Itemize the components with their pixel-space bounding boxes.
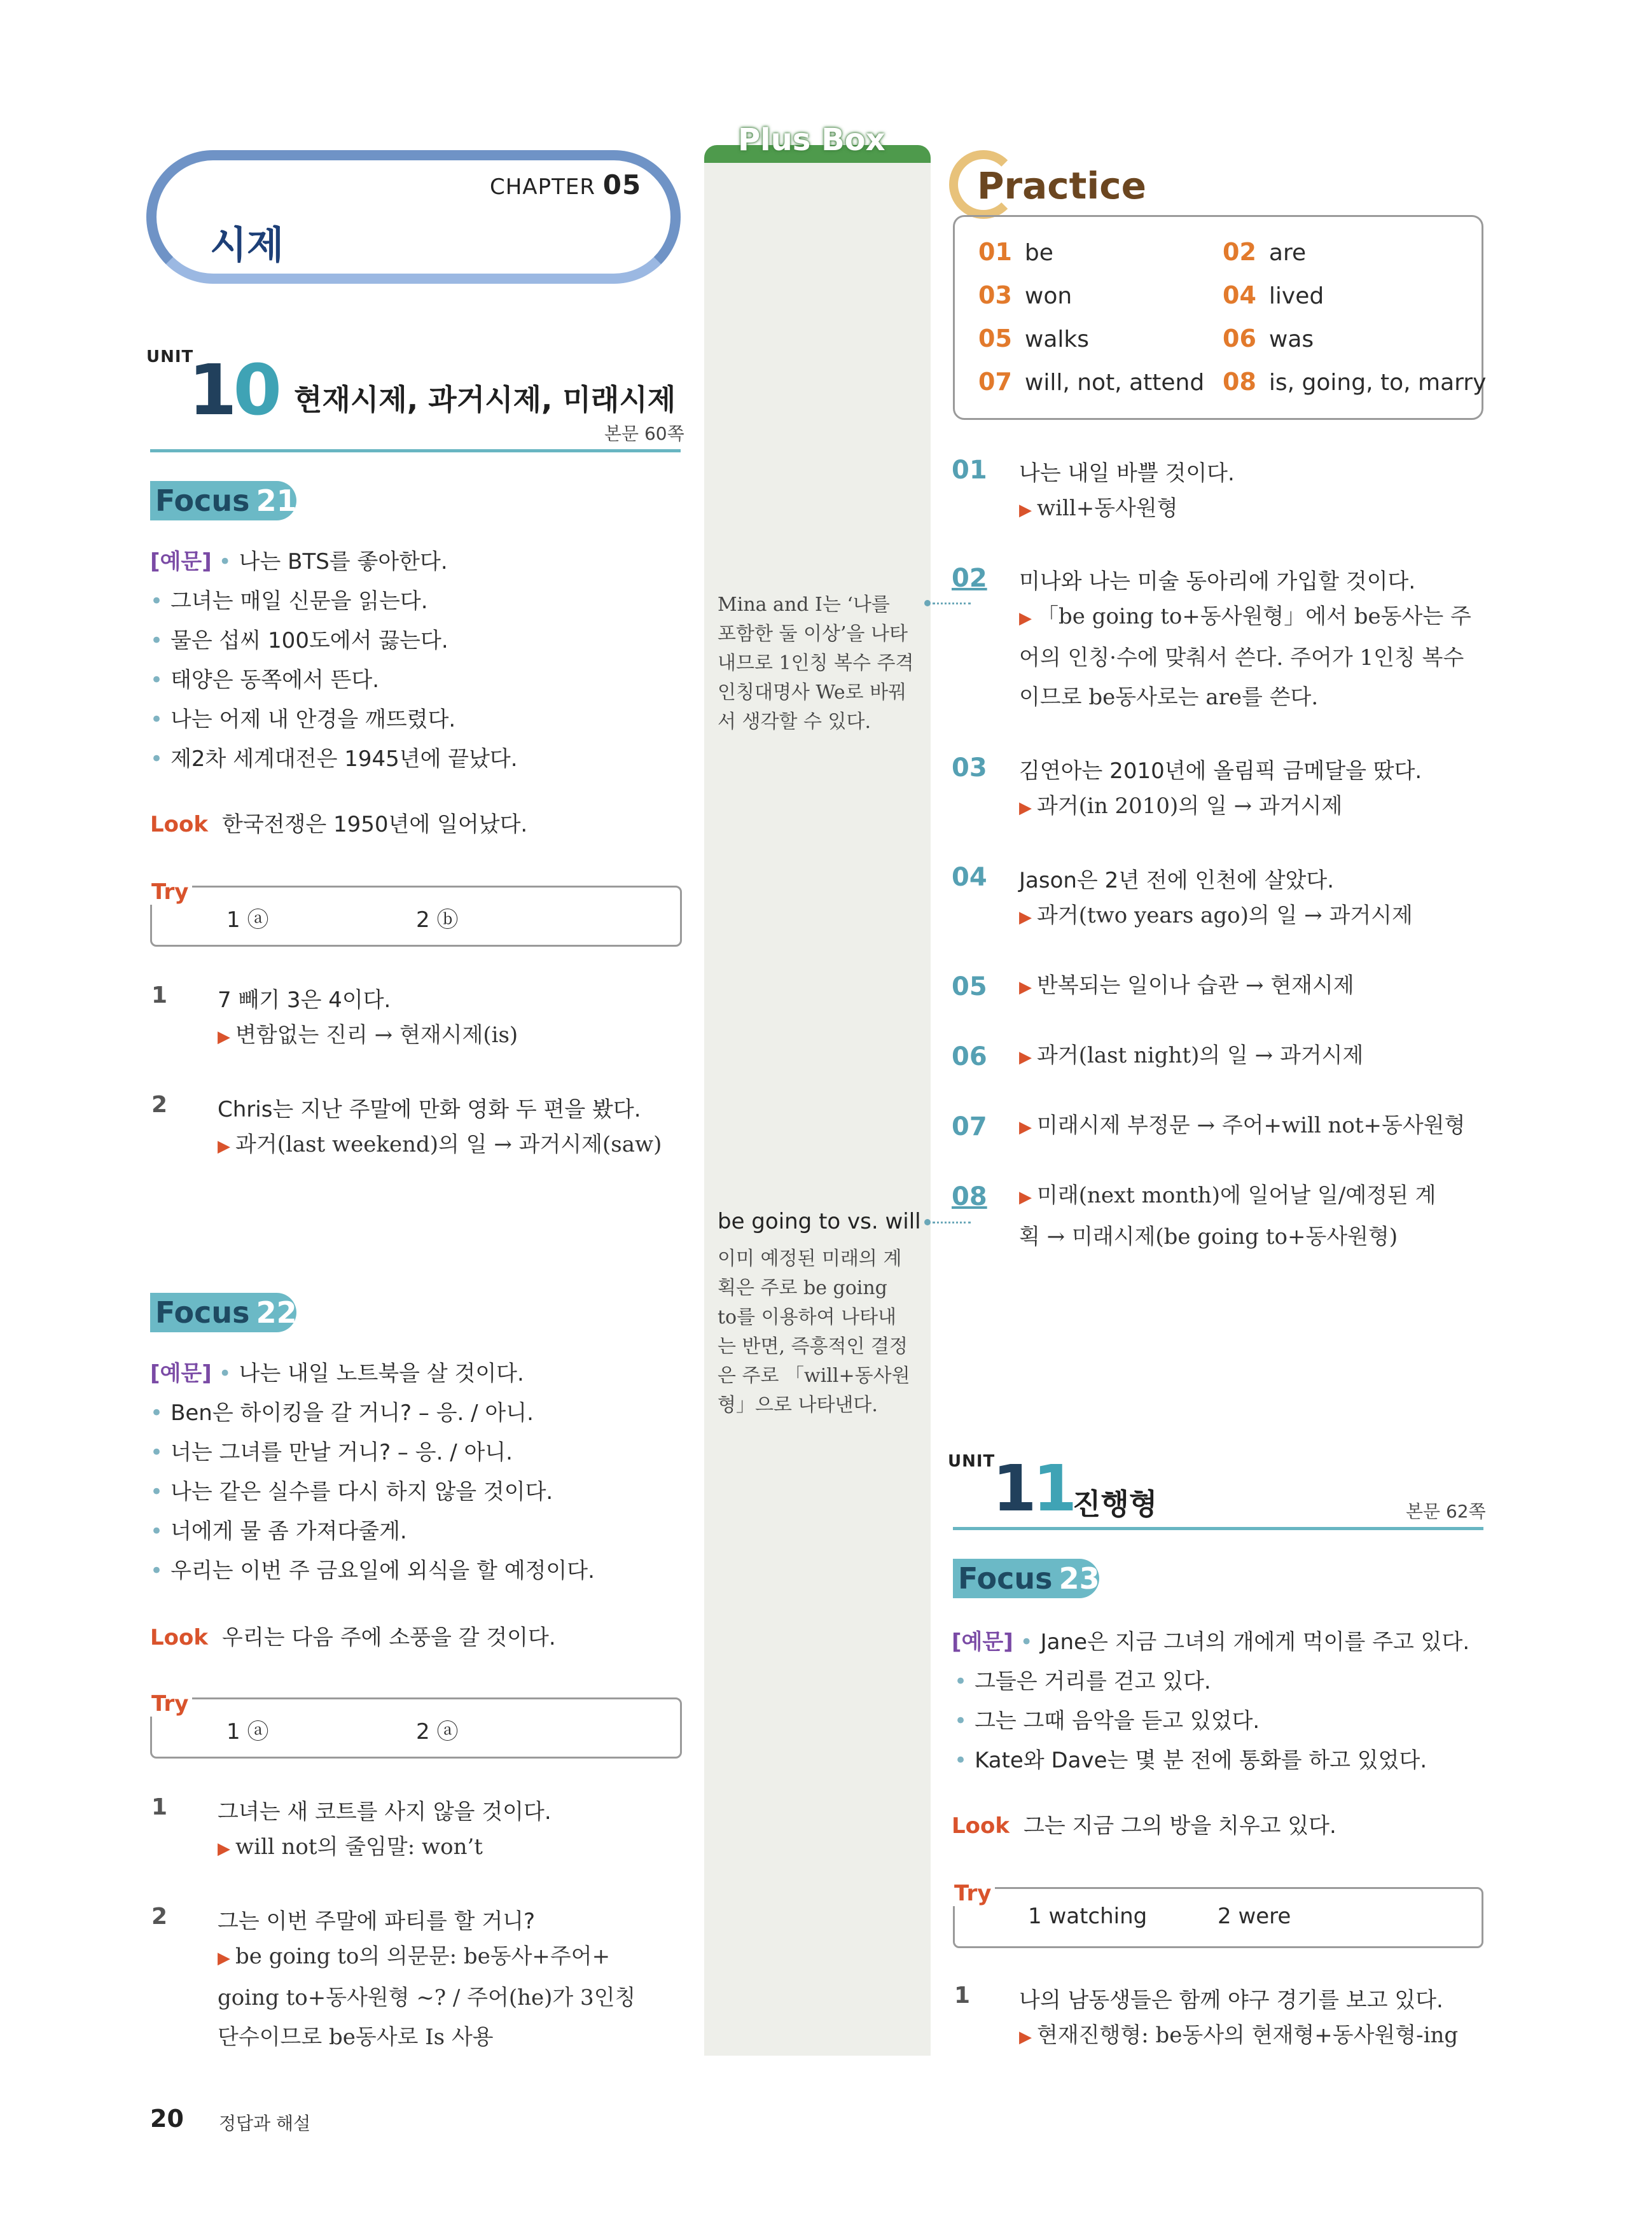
practice-answer: 01 be [978,238,1053,266]
answer-text: Chris는 지난 주말에 만화 영화 두 편을 봤다. [218,1097,641,1122]
unit-page-ref: 본문 62쪽 [1406,1501,1486,1522]
unit-number: 11 [992,1451,1074,1526]
explanation-note: ▶ 과거(last night)의 일 → 과거시제 [1019,1043,1364,1068]
explanation-number: 05 [952,972,987,1001]
connector-dot [924,1219,931,1225]
answer-explanation: ▶ 현재진행형: be동사의 현재형+동사원형-ing [1019,2023,1459,2048]
focus-tag: Focus 23 [953,1559,1099,1598]
practice-title: Practice [977,164,1146,207]
explanation-number: 04 [952,863,987,892]
plus-note: 이미 예정된 미래의 계 획은 주로 be going to를 이용하여 나타내 는 반면, 즉흥적인 결정 은 주로 「will+동사원 형」으로 나타낸다. [718,1248,910,1416]
unit-rule [953,1527,1483,1530]
example-item: • 태양은 동쪽에서 뜬다. [150,667,380,693]
explanation-note: ▶ 미래시제 부정문 → 주어+will not+동사원형 [1019,1113,1466,1138]
look-line: Look 우리는 다음 주에 소풍을 갈 것이다. [150,1625,556,1650]
answer-number: 2 [151,1092,168,1118]
try-label: Try [148,1691,192,1717]
practice-answer: 07 will, not, attend [978,368,1205,396]
plus-box-column [704,157,931,2056]
example-item: • 물은 섭씨 100도에서 끓는다. [150,628,448,653]
explanation-note: ▶ 반복되는 일이나 습관 → 현재시제 [1019,973,1354,998]
plus-note-title: be going to vs. will [718,1209,921,1234]
example-item: • 제2차 세계대전은 1945년에 끝났다. [150,746,518,772]
example-item: • 그는 그때 음악을 듣고 있었다. [954,1708,1260,1734]
answer-explanation: ▶ 변함없는 진리 → 현재시제(is) [218,1022,518,1048]
answer-explanation: ▶ be going to의 의문문: be동사+주어+ going to+동사원형 ~? / 주어(he)가 3인칭 단수이므로 be동사로 Is 사용 [218,1944,636,2050]
plus-box-title: Plus Box [738,122,885,158]
example-item: • Ben은 하이킹을 갈 거니? – 응. / 아니. [150,1400,534,1426]
example-item: • 너는 그녀를 만날 거니? – 응. / 아니. [150,1440,513,1465]
answer-text: 그는 이번 주말에 파티를 할 거니? [218,1909,536,1934]
page-number: 20 [150,2105,184,2133]
practice-answer: 04 lived [1223,281,1324,309]
plus-note: Mina and I는 ‘나를 포함한 둘 이상’을 나타 내므로 1인칭 복수 주격 인칭대명사 We로 바꿔 서 생각할 수 있다. [718,594,914,733]
practice-answer: 06 was [1223,324,1314,352]
chapter-label: CHAPTER 05 [490,169,642,200]
try-answer: 1 ⓐ [226,907,269,933]
example-item: • 나는 어제 내 안경을 깨뜨렸다. [150,707,456,732]
explanation-sentence: 김연아는 2010년에 올림픽 금메달을 땄다. [1019,758,1422,784]
answer-text: 그녀는 새 코트를 사지 않을 것이다. [218,1799,552,1825]
connector-line [933,1222,971,1223]
explanation-sentence: 나는 내일 바쁠 것이다. [1019,461,1235,486]
explanation-number: 06 [952,1042,987,1071]
example-item: • 나는 같은 실수를 다시 하지 않을 것이다. [150,1479,553,1505]
example-item: • 그녀는 매일 신문을 읽는다. [150,589,428,614]
unit-page-ref: 본문 60쪽 [604,423,684,444]
practice-answer: 05 walks [978,324,1089,352]
try-answer: 2 were [1218,1904,1291,1929]
unit-title: 진행형 [1072,1487,1158,1521]
explanation-note: ▶ will+동사원형 [1019,496,1178,521]
example-list [952,1622,1486,1780]
practice-answer: 08 is, going, to, marry [1223,368,1487,396]
try-label: Try [950,1881,995,1906]
explanation-sentence: 미나와 나는 미술 동아리에 가입할 것이다. [1019,569,1416,594]
answer-number: 2 [151,1904,168,1930]
explanation-number: 02 [952,564,987,593]
look-line: Look 한국전쟁은 1950년에 일어났다. [150,812,528,837]
unit-label: UNIT [948,1452,996,1471]
connector-line [933,603,971,604]
answer-number: 1 [151,1794,168,1820]
example-item: • 그들은 거리를 걷고 있다. [954,1669,1211,1694]
try-answer: 1 ⓐ [226,1719,269,1745]
answer-number: 1 [151,982,168,1008]
try-label: Try [148,879,192,905]
example-item: • 너에게 물 좀 가져다줄게. [150,1519,407,1544]
answer-explanation: ▶ will not의 줄임말: won’t [218,1834,483,1860]
unit-label: UNIT [146,347,194,366]
explanation-note: ▶ 과거(two years ago)의 일 → 과거시제 [1019,903,1413,928]
unit-rule [150,449,681,452]
example-list [150,1354,684,1591]
connector-dot [924,600,931,606]
example-list [150,542,684,779]
explanation-number: 03 [952,753,987,783]
explanation-number: 07 [952,1112,987,1141]
answer-text: 7 빼기 3은 4이다. [218,987,391,1013]
try-answer: 2 ⓑ [416,907,459,933]
explanation-note: ▶ 미래(next month)에 일어날 일/예정된 계 획 → 미래시제(be going to+동사원형) [1019,1183,1436,1250]
explanation-number: 01 [952,456,987,485]
explanation-number: 08 [952,1182,987,1211]
answer-explanation: ▶ 과거(last weekend)의 일 → 과거시제(saw) [218,1132,662,1157]
explanation-sentence: Jason은 2년 전에 인천에 살았다. [1019,868,1335,893]
chapter-title: 시제 [210,223,284,268]
example-item: • Kate와 Dave는 몇 분 전에 통화를 하고 있었다. [954,1748,1427,1773]
practice-answer: 03 won [978,281,1072,309]
explanation-note: ▶ 과거(in 2010)의 일 → 과거시제 [1019,793,1343,819]
answer-number: 1 [954,1983,971,2009]
try-answer: 2 ⓐ [416,1719,459,1745]
focus-tag: Focus 21 [150,481,296,520]
answer-text: 나의 남동생들은 함께 야구 경기를 보고 있다. [1019,1988,1443,2013]
example-item: • 우리는 이번 주 금요일에 외식을 할 예정이다. [150,1558,595,1584]
example-item: [예문] • Jane은 지금 그녀의 개에게 먹이를 주고 있다. [952,1629,1470,1655]
try-answer: 1 watching [1028,1904,1148,1929]
unit-title: 현재시제, 과거시제, 미래시제 [294,382,676,417]
practice-answer: 02 are [1223,238,1307,266]
unit-number: 10 [188,349,279,431]
focus-tag: Focus 22 [150,1293,296,1332]
example-item: [예문] • 나는 내일 노트북을 살 것이다. [150,1361,524,1386]
example-item: [예문] • 나는 BTS를 좋아한다. [150,549,448,575]
look-line: Look 그는 지금 그의 방을 치우고 있다. [952,1813,1336,1839]
explanation-note: ▶ 「be going to+동사원형」에서 be동사는 주 어의 인칭·수에 맞춰서 쓴다. 주어가 1인칭 복수 이므로 be동사로는 are를 쓴다. [1019,604,1471,710]
page-footer-label: 정답과 해설 [219,2113,311,2134]
